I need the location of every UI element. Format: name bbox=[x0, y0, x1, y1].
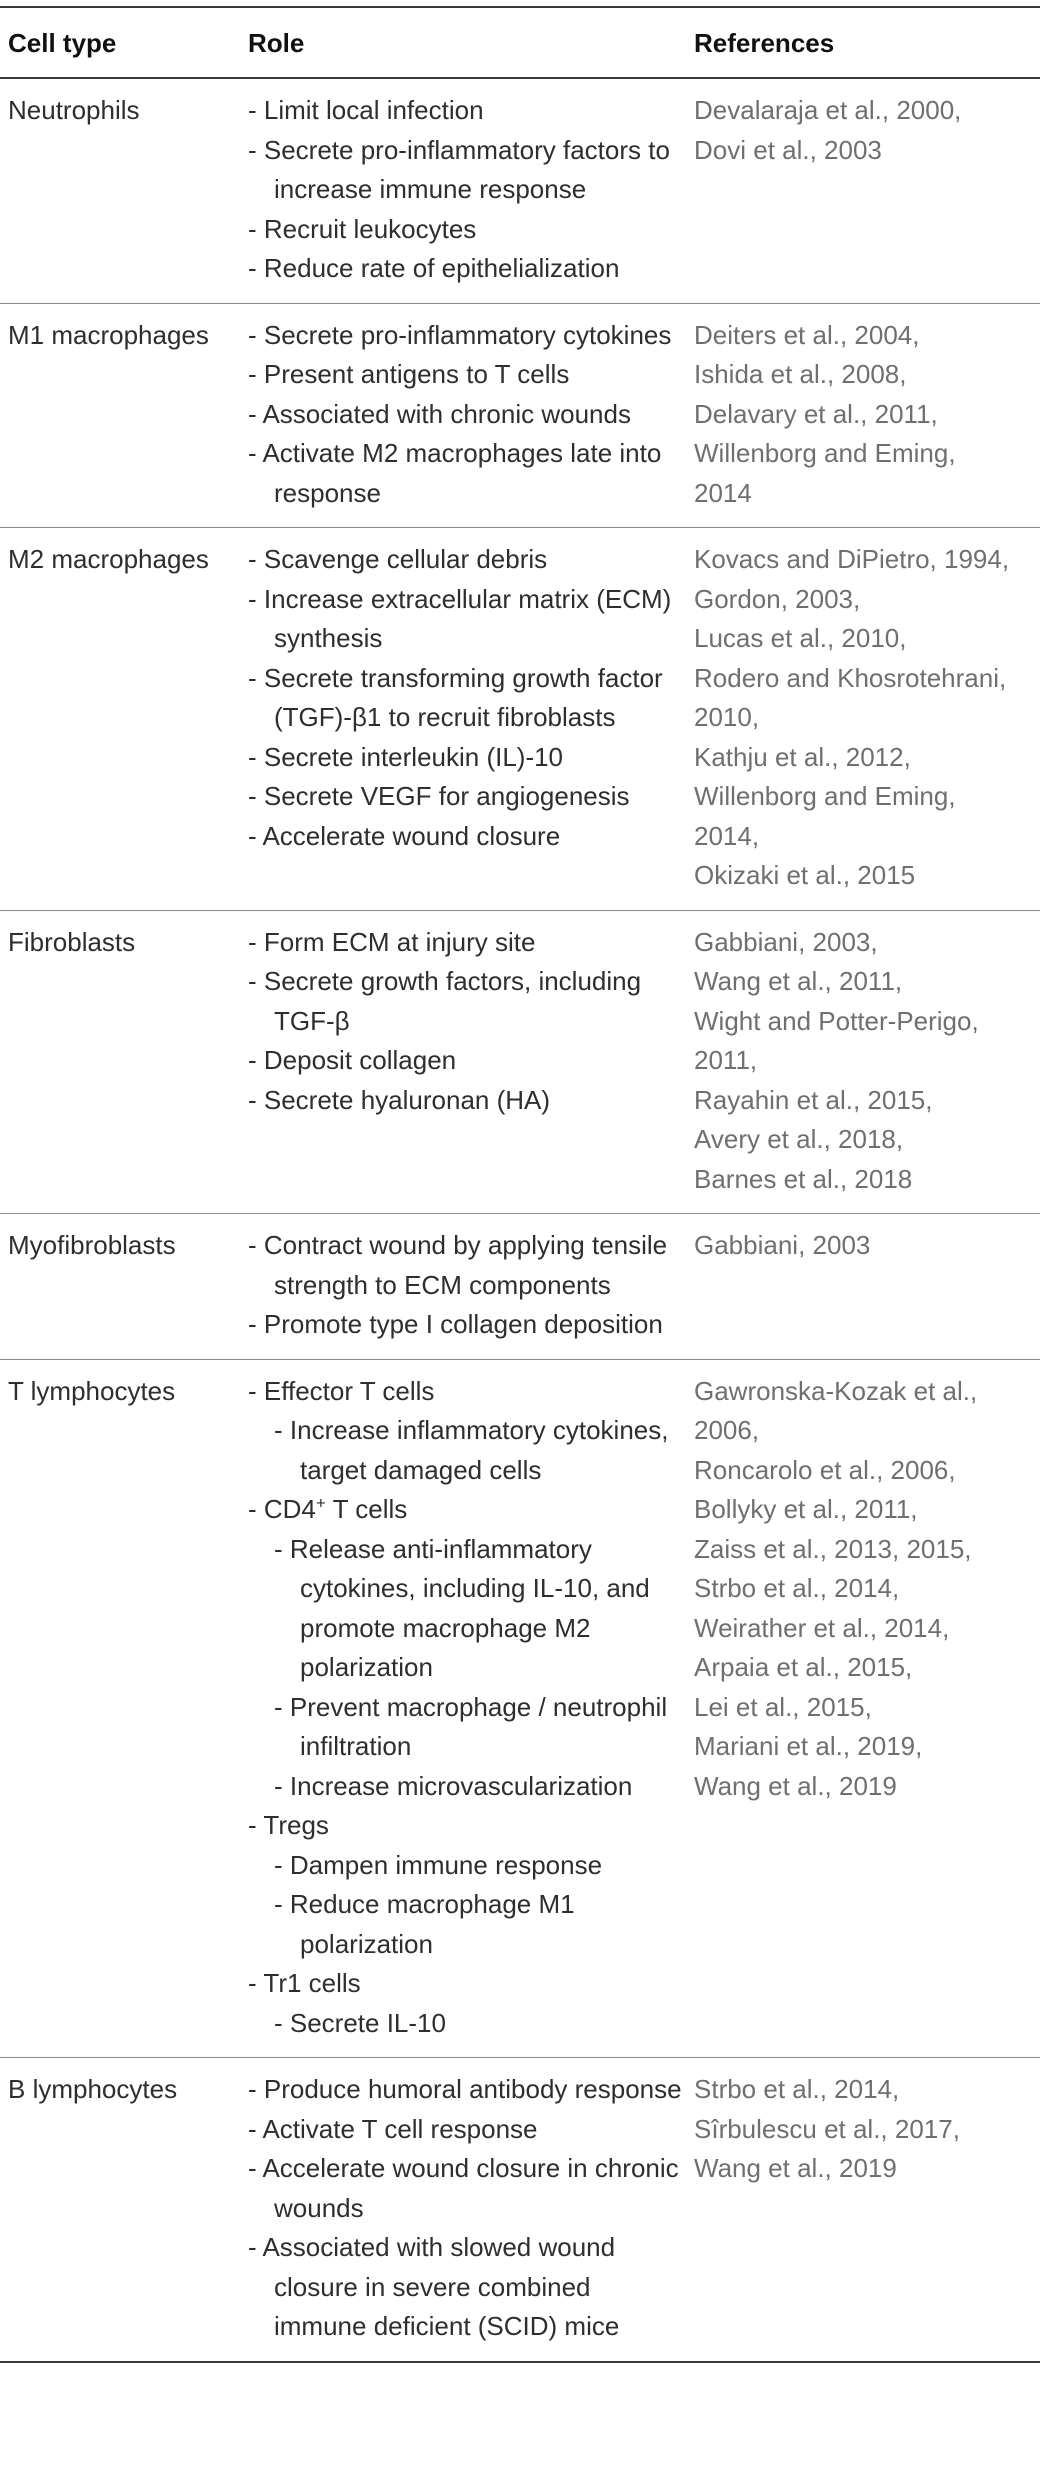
role-item bbox=[248, 2228, 690, 2347]
reference-line: Delavary et al., 2011, bbox=[694, 398, 938, 429]
role-text: - Accelerate wound closure in chronic wounds bbox=[248, 2153, 679, 2223]
role-item bbox=[248, 1305, 690, 1345]
role-text: - Form ECM at injury site bbox=[248, 926, 536, 957]
reference-line: Lucas et al., 2010, bbox=[694, 623, 907, 653]
reference-line: 2010, bbox=[694, 702, 760, 732]
reference-line: Deiters et al., 2004, bbox=[694, 319, 920, 350]
role-text: - Produce humoral antibody response bbox=[248, 2074, 682, 2104]
role-text: - Secrete growth factors, including TGF-β bbox=[248, 966, 642, 1036]
reference-line: 2011, bbox=[694, 1045, 758, 1075]
role-text: - Reduce rate of epithelialization bbox=[248, 253, 620, 283]
role-item bbox=[248, 249, 690, 289]
role-list bbox=[248, 91, 690, 289]
reference-line: Rodero and Khosrotehrani, bbox=[694, 662, 1007, 693]
role-item bbox=[248, 540, 690, 580]
header-references: References bbox=[690, 7, 1040, 78]
table-row bbox=[0, 78, 1040, 303]
role-subitem bbox=[248, 1767, 690, 1807]
role-cell bbox=[238, 303, 690, 528]
reference-line: Kovacs and DiPietro, 1994, bbox=[694, 544, 1010, 574]
role-subitem bbox=[248, 1411, 690, 1490]
role-text: - Activate T cell response bbox=[248, 2113, 538, 2144]
header-cell-type: Cell type bbox=[0, 7, 238, 78]
role-cell bbox=[238, 78, 690, 303]
role-text: - Secrete pro-inflammatory cytokines bbox=[248, 319, 672, 350]
cell-type: B lymphocytes bbox=[0, 2058, 238, 2362]
role-item bbox=[248, 2070, 690, 2110]
reference-line: Willenborg and Eming, bbox=[694, 781, 956, 811]
reference-line: Wang et al., 2019 bbox=[694, 1770, 897, 1801]
role-text-after: T cells bbox=[325, 1494, 408, 1524]
role-text: - Promote type I collagen deposition bbox=[248, 1309, 663, 1339]
role-subitem bbox=[248, 1530, 690, 1688]
reference-line: Willenborg and Eming, bbox=[694, 438, 956, 468]
role-item bbox=[248, 434, 690, 513]
role-item bbox=[248, 355, 690, 395]
role-item bbox=[248, 1490, 690, 1530]
role-text: - CD4 bbox=[248, 1494, 316, 1524]
references-cell bbox=[690, 528, 1040, 911]
reference-line: Weirather et al., 2014, bbox=[694, 1612, 950, 1643]
role-subitem bbox=[248, 1846, 690, 1886]
superscript: + bbox=[315, 1493, 326, 1513]
role-item bbox=[248, 777, 690, 817]
table-row bbox=[0, 1359, 1040, 2058]
role-text: - Tregs bbox=[248, 1810, 329, 1840]
reference-line: Devalaraja et al., 2000, bbox=[694, 95, 962, 125]
role-text: - Secrete hyaluronan (HA) bbox=[248, 1084, 551, 1115]
cell-type: M2 macrophages bbox=[0, 528, 238, 911]
role-subitem bbox=[248, 1688, 690, 1767]
reference-line: Gabbiani, 2003 bbox=[694, 1230, 871, 1260]
table-row bbox=[0, 910, 1040, 1214]
table-row bbox=[0, 1214, 1040, 1360]
role-item bbox=[248, 923, 690, 963]
reference-line: 2014, bbox=[694, 820, 760, 851]
role-item bbox=[248, 962, 690, 1041]
role-item bbox=[248, 2149, 690, 2228]
reference-line: Barnes et al., 2018 bbox=[694, 1163, 913, 1194]
role-item bbox=[248, 1806, 690, 1846]
header-role: Role bbox=[238, 7, 690, 78]
references-cell bbox=[690, 2058, 1040, 2362]
references-cell bbox=[690, 910, 1040, 1214]
role-item bbox=[248, 817, 690, 857]
reference-line: Arpaia et al., 2015, bbox=[694, 1652, 913, 1682]
role-text: - Tr1 cells bbox=[248, 1968, 361, 1998]
role-text: - Secrete VEGF for angiogenesis bbox=[248, 781, 630, 811]
reference-line: Lei et al., 2015, bbox=[694, 1691, 872, 1722]
reference-line: Mariani et al., 2019, bbox=[694, 1731, 923, 1761]
role-text: - Effector T cells bbox=[248, 1375, 435, 1406]
role-text: - Increase inflammatory cytokines, target damaged cells bbox=[274, 1415, 669, 1485]
role-item bbox=[248, 316, 690, 356]
role-subitem bbox=[248, 1885, 690, 1964]
role-cell bbox=[238, 1214, 690, 1360]
role-text: - Reduce macrophage M1 polarization bbox=[274, 1889, 575, 1959]
role-text: - Accelerate wound closure bbox=[248, 820, 561, 851]
role-text: - Secrete transforming growth factor (TGF)-β1 to recruit fibroblasts bbox=[248, 662, 663, 732]
reference-line: Strbo et al., 2014, bbox=[694, 1573, 900, 1603]
header-row bbox=[0, 7, 1040, 78]
reference-line: Sîrbulescu et al., 2017, bbox=[694, 2113, 960, 2144]
role-text: - Deposit collagen bbox=[248, 1045, 457, 1075]
reference-line: Okizaki et al., 2015 bbox=[694, 860, 916, 890]
role-text: - Increase extracellular matrix (ECM) synthesis bbox=[248, 583, 672, 653]
reference-line: Bollyky et al., 2011, bbox=[694, 1494, 918, 1524]
role-list bbox=[248, 540, 690, 856]
reference-line: Kathju et al., 2012, bbox=[694, 741, 911, 772]
reference-line: Wang et al., 2019 bbox=[694, 2153, 897, 2183]
role-text: - Secrete IL-10 bbox=[274, 2007, 446, 2038]
reference-line: Gabbiani, 2003, bbox=[694, 926, 878, 957]
role-text: - Associated with slowed wound closure in severe combined immune deficient (SCID) mice bbox=[248, 2232, 620, 2341]
role-subitem bbox=[248, 2004, 690, 2044]
role-text: - Associated with chronic wounds bbox=[248, 398, 631, 429]
role-item bbox=[248, 1081, 690, 1121]
reference-line: Roncarolo et al., 2006, bbox=[694, 1454, 956, 1485]
reference-line: Avery et al., 2018, bbox=[694, 1124, 904, 1154]
role-cell bbox=[238, 910, 690, 1214]
table-row bbox=[0, 2058, 1040, 2362]
role-list bbox=[248, 1226, 690, 1345]
cell-type: T lymphocytes bbox=[0, 1359, 238, 2058]
cell-type: M1 macrophages bbox=[0, 303, 238, 528]
role-text: - Scavenge cellular debris bbox=[248, 544, 548, 574]
role-item bbox=[248, 2110, 690, 2150]
role-list bbox=[248, 923, 690, 1121]
role-item bbox=[248, 659, 690, 738]
role-text: - Secrete pro-inflammatory factors to increase immune response bbox=[248, 134, 670, 204]
cell-roles-table bbox=[0, 6, 1040, 2363]
role-list bbox=[248, 1372, 690, 2044]
role-text: - Present antigens to T cells bbox=[248, 359, 570, 389]
reference-line: Wang et al., 2011, bbox=[694, 966, 903, 996]
role-item bbox=[248, 738, 690, 778]
role-cell bbox=[238, 1359, 690, 2058]
role-list bbox=[248, 316, 690, 514]
role-text: - Prevent macrophage / neutrophil infiltration bbox=[274, 1691, 668, 1761]
role-text: - Increase microvascularization bbox=[274, 1770, 633, 1801]
reference-line: Gawronska-Kozak et al., bbox=[694, 1375, 978, 1406]
role-text: - Recruit leukocytes bbox=[248, 213, 477, 244]
role-text: - Limit local infection bbox=[248, 95, 484, 125]
role-text: - Activate M2 macrophages late into response bbox=[248, 438, 662, 508]
role-cell bbox=[238, 528, 690, 911]
table-row bbox=[0, 528, 1040, 911]
role-item bbox=[248, 1372, 690, 1412]
table-header bbox=[0, 7, 1040, 78]
role-item bbox=[248, 1226, 690, 1305]
reference-line: Zaiss et al., 2013, 2015, bbox=[694, 1533, 972, 1564]
role-list bbox=[248, 2070, 690, 2347]
role-item bbox=[248, 210, 690, 250]
role-text: - Dampen immune response bbox=[274, 1849, 603, 1880]
reference-line: Gordon, 2003, bbox=[694, 583, 861, 614]
cell-type: Neutrophils bbox=[0, 78, 238, 303]
references-cell bbox=[690, 1359, 1040, 2058]
role-item bbox=[248, 91, 690, 131]
reference-line: 2006, bbox=[694, 1415, 760, 1445]
role-item bbox=[248, 131, 690, 210]
role-cell bbox=[238, 2058, 690, 2362]
references-cell bbox=[690, 1214, 1040, 1360]
role-text: - Release anti-inflammatory cytokines, including IL-10, and promote macrophage M2 polarization bbox=[274, 1533, 650, 1682]
reference-line: 2014 bbox=[694, 477, 752, 508]
references-cell bbox=[690, 78, 1040, 303]
role-item bbox=[248, 1041, 690, 1081]
cell-type: Fibroblasts bbox=[0, 910, 238, 1214]
reference-line: Ishida et al., 2008, bbox=[694, 359, 907, 389]
table-body bbox=[0, 78, 1040, 2362]
reference-line: Strbo et al., 2014, bbox=[694, 2074, 900, 2104]
reference-line: Wight and Potter-Perigo, bbox=[694, 1005, 979, 1036]
cell-type: Myofibroblasts bbox=[0, 1214, 238, 1360]
role-item bbox=[248, 580, 690, 659]
role-item bbox=[248, 1964, 690, 2004]
references-cell bbox=[690, 303, 1040, 528]
role-item bbox=[248, 395, 690, 435]
role-text: - Contract wound by applying tensile strength to ECM components bbox=[248, 1230, 668, 1300]
reference-line: Rayahin et al., 2015, bbox=[694, 1084, 933, 1115]
table-row bbox=[0, 303, 1040, 528]
reference-line: Dovi et al., 2003 bbox=[694, 134, 882, 165]
role-text: - Secrete interleukin (IL)-10 bbox=[248, 741, 564, 772]
